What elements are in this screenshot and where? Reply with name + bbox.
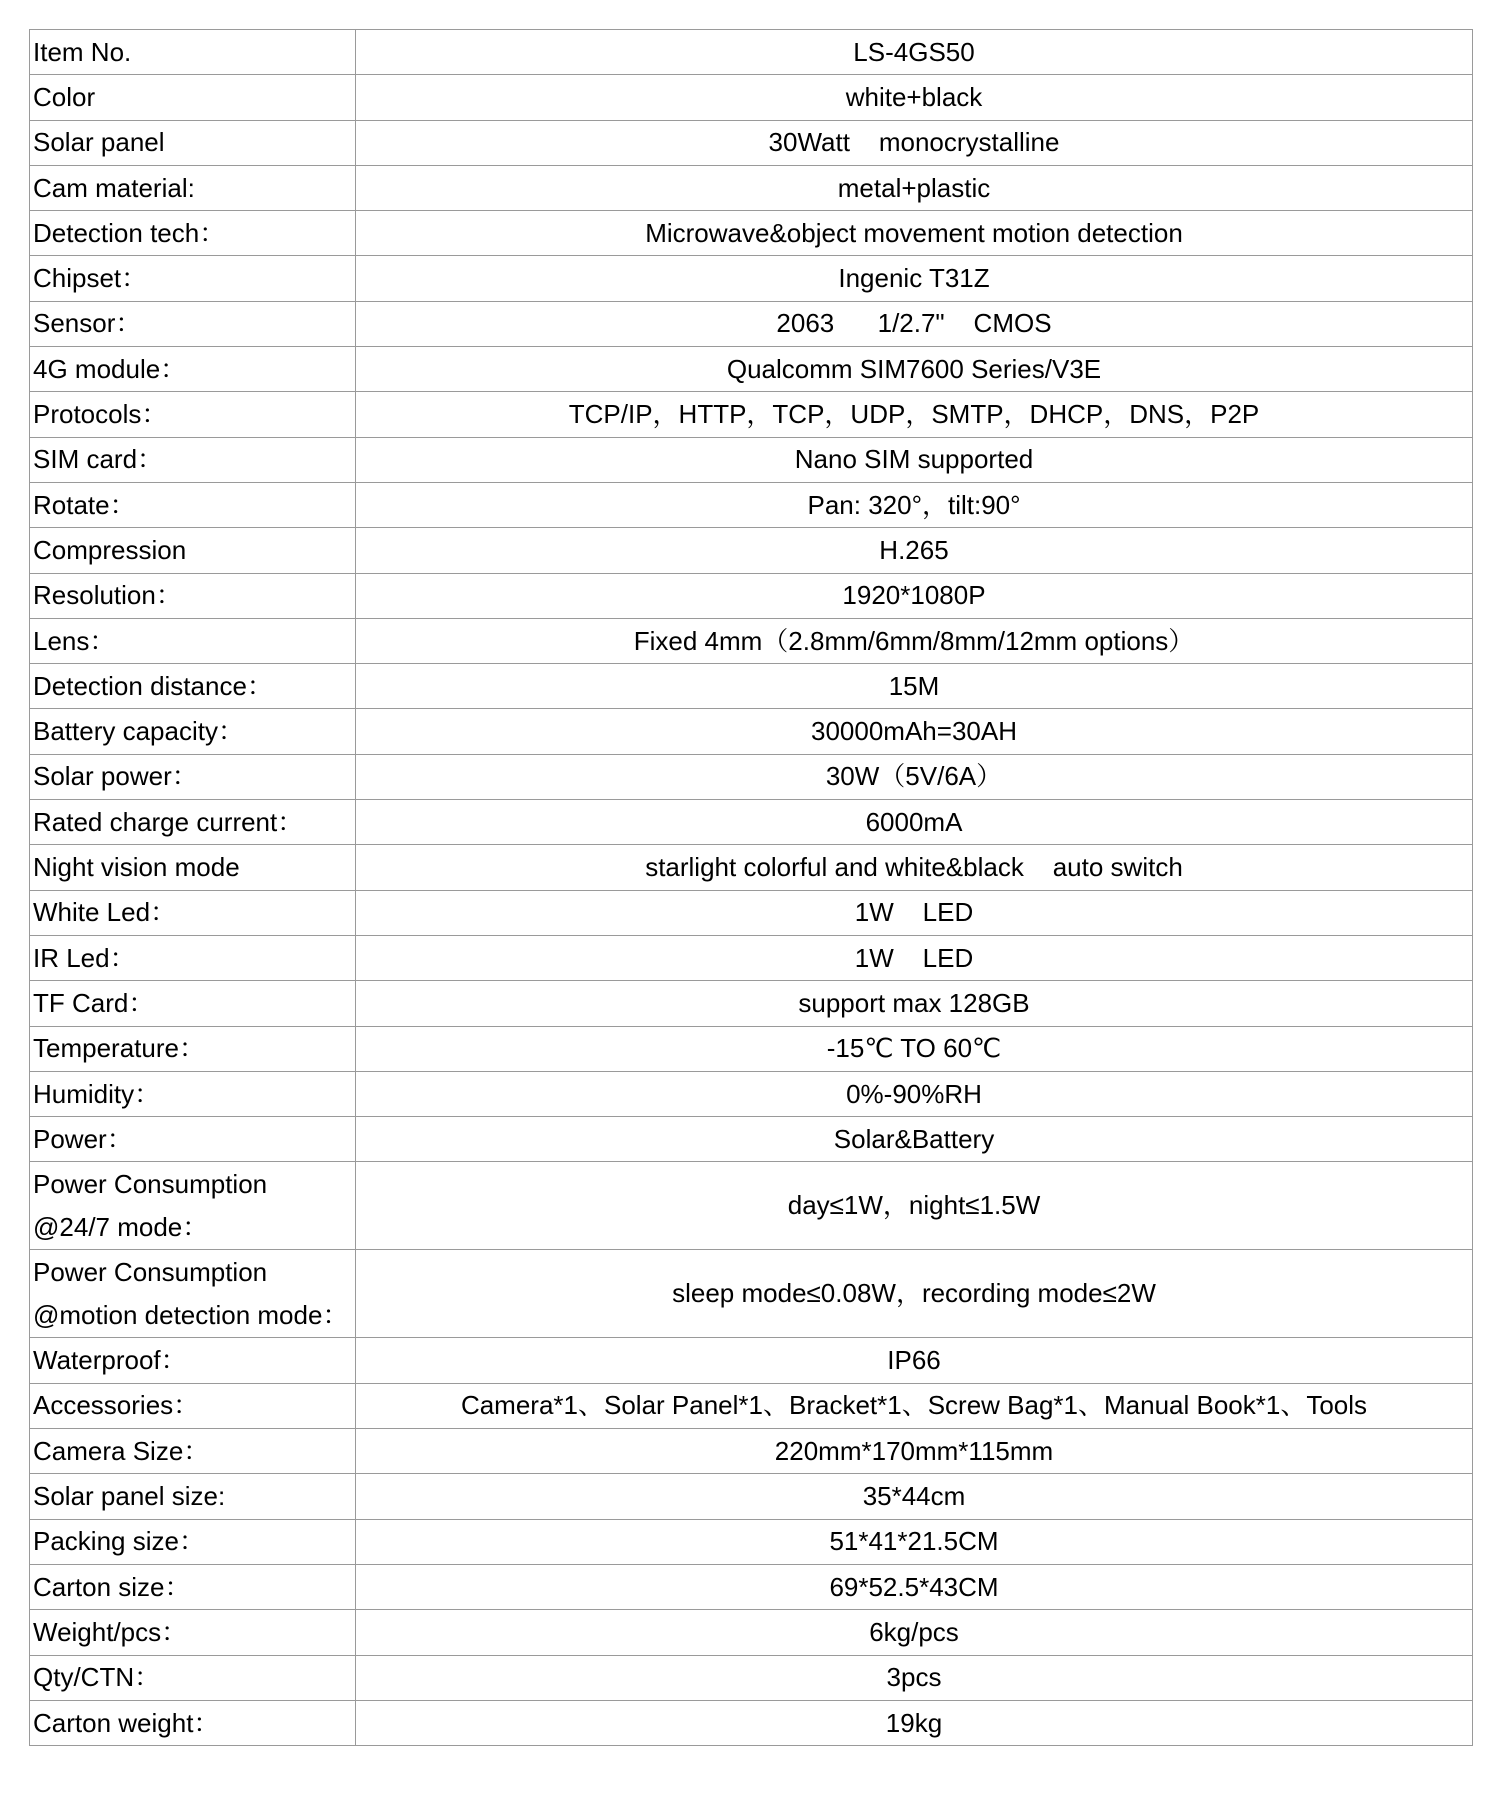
spec-label: Power： — [30, 1117, 356, 1162]
spec-label: Color — [30, 75, 356, 120]
spec-value: TCP/IP，HTTP，TCP，UDP，SMTP，DHCP，DNS，P2P — [356, 392, 1473, 437]
table-row — [30, 1026, 1473, 1071]
spec-value: Microwave&object movement motion detection — [356, 211, 1473, 256]
table-row — [30, 301, 1473, 346]
spec-label: Waterproof： — [30, 1338, 356, 1383]
table-row — [30, 120, 1473, 165]
spec-label: Lens： — [30, 618, 356, 663]
table-row — [30, 800, 1473, 845]
spec-label — [30, 1162, 356, 1250]
spec-value: 30Watt monocrystalline — [356, 120, 1473, 165]
spec-value: 1W LED — [356, 935, 1473, 980]
spec-value: LS-4GS50 — [356, 30, 1473, 75]
spec-value: support max 128GB — [356, 981, 1473, 1026]
spec-value: 6000mA — [356, 800, 1473, 845]
spec-value: 1W LED — [356, 890, 1473, 935]
spec-label: Weight/pcs： — [30, 1610, 356, 1655]
spec-label: Rated charge current： — [30, 800, 356, 845]
spec-value: Qualcomm SIM7600 Series/V3E — [356, 347, 1473, 392]
spec-label-line: @24/7 mode： — [33, 1211, 209, 1242]
spec-label: Battery capacity： — [30, 709, 356, 754]
table-row — [30, 890, 1473, 935]
spec-label: White Led： — [30, 890, 356, 935]
spec-value: H.265 — [356, 528, 1473, 573]
spec-label: Rotate： — [30, 482, 356, 527]
spec-label: Qty/CTN： — [30, 1655, 356, 1700]
table-row — [30, 165, 1473, 210]
spec-label: Packing size： — [30, 1519, 356, 1564]
spec-label: Detection distance： — [30, 664, 356, 709]
spec-label: Carton size： — [30, 1564, 356, 1609]
spec-value: 2063 1/2.7" CMOS — [356, 301, 1473, 346]
spec-value: Pan: 320°，tilt:90° — [356, 482, 1473, 527]
table-row — [30, 1338, 1473, 1383]
table-row — [30, 256, 1473, 301]
spec-value: 15M — [356, 664, 1473, 709]
spec-label: Solar power： — [30, 754, 356, 799]
spec-value: 19kg — [356, 1700, 1473, 1745]
table-row — [30, 482, 1473, 527]
table-row — [30, 845, 1473, 890]
table-row — [30, 75, 1473, 120]
table-row — [30, 1610, 1473, 1655]
spec-value: Ingenic T31Z — [356, 256, 1473, 301]
spec-label: IR Led： — [30, 935, 356, 980]
spec-label: Humidity： — [30, 1071, 356, 1116]
spec-label: 4G module： — [30, 347, 356, 392]
spec-label: Cam material: — [30, 165, 356, 210]
table-row — [30, 754, 1473, 799]
spec-label: Accessories： — [30, 1383, 356, 1428]
spec-value: day≤1W，night≤1.5W — [356, 1162, 1473, 1250]
table-row — [30, 437, 1473, 482]
spec-label: SIM card： — [30, 437, 356, 482]
spec-table — [29, 29, 1473, 1746]
table-row — [30, 1519, 1473, 1564]
spec-value: 1920*1080P — [356, 573, 1473, 618]
spec-value: 220mm*170mm*115mm — [356, 1429, 1473, 1474]
spec-value: Nano SIM supported — [356, 437, 1473, 482]
table-row — [30, 1383, 1473, 1428]
table-row — [30, 1071, 1473, 1116]
spec-value: 0%-90%RH — [356, 1071, 1473, 1116]
table-row — [30, 573, 1473, 618]
spec-label: Detection tech： — [30, 211, 356, 256]
spec-value: 35*44cm — [356, 1474, 1473, 1519]
spec-label: Temperature： — [30, 1026, 356, 1071]
spec-label: Resolution： — [30, 573, 356, 618]
table-row — [30, 981, 1473, 1026]
spec-value: IP66 — [356, 1338, 1473, 1383]
table-row — [30, 1162, 1473, 1250]
spec-label: TF Card： — [30, 981, 356, 1026]
spec-label: Protocols： — [30, 392, 356, 437]
spec-value: Camera*1、Solar Panel*1、Bracket*1、Screw Bag*1、Manual Book*1、Tools — [356, 1383, 1473, 1428]
table-row — [30, 618, 1473, 663]
spec-value: starlight colorful and white&black auto switch — [356, 845, 1473, 890]
spec-label: Sensor： — [30, 301, 356, 346]
table-row — [30, 1655, 1473, 1700]
spec-value: 6kg/pcs — [356, 1610, 1473, 1655]
spec-label: Carton weight： — [30, 1700, 356, 1745]
table-row — [30, 664, 1473, 709]
spec-label — [30, 1250, 356, 1338]
spec-value: Solar&Battery — [356, 1117, 1473, 1162]
spec-label-line: @motion detection mode： — [33, 1299, 349, 1330]
spec-value: Fixed 4mm（2.8mm/6mm/8mm/12mm options） — [356, 618, 1473, 663]
spec-value: 30000mAh=30AH — [356, 709, 1473, 754]
table-row — [30, 709, 1473, 754]
spec-value: sleep mode≤0.08W，recording mode≤2W — [356, 1250, 1473, 1338]
table-row — [30, 528, 1473, 573]
spec-label: Solar panel size: — [30, 1474, 356, 1519]
table-row — [30, 1429, 1473, 1474]
spec-label: Camera Size： — [30, 1429, 356, 1474]
table-row — [30, 30, 1473, 75]
spec-label: Item No. — [30, 30, 356, 75]
spec-value: 30W（5V/6A） — [356, 754, 1473, 799]
spec-label: Chipset： — [30, 256, 356, 301]
table-row — [30, 1474, 1473, 1519]
table-row — [30, 935, 1473, 980]
spec-value: 69*52.5*43CM — [356, 1564, 1473, 1609]
spec-label-line: Power Consumption — [33, 1168, 268, 1199]
table-row — [30, 211, 1473, 256]
table-row — [30, 1700, 1473, 1745]
spec-value: white+black — [356, 75, 1473, 120]
spec-label: Solar panel — [30, 120, 356, 165]
spec-label: Compression — [30, 528, 356, 573]
table-row — [30, 1117, 1473, 1162]
spec-value: 3pcs — [356, 1655, 1473, 1700]
table-row — [30, 1250, 1473, 1338]
table-row — [30, 392, 1473, 437]
spec-label-line: Power Consumption — [33, 1256, 268, 1287]
spec-value: 51*41*21.5CM — [356, 1519, 1473, 1564]
table-row — [30, 1564, 1473, 1609]
spec-value: metal+plastic — [356, 165, 1473, 210]
spec-table-body — [30, 30, 1473, 1746]
spec-label: Night vision mode — [30, 845, 356, 890]
table-row — [30, 347, 1473, 392]
spec-value: -15℃ TO 60℃ — [356, 1026, 1473, 1071]
